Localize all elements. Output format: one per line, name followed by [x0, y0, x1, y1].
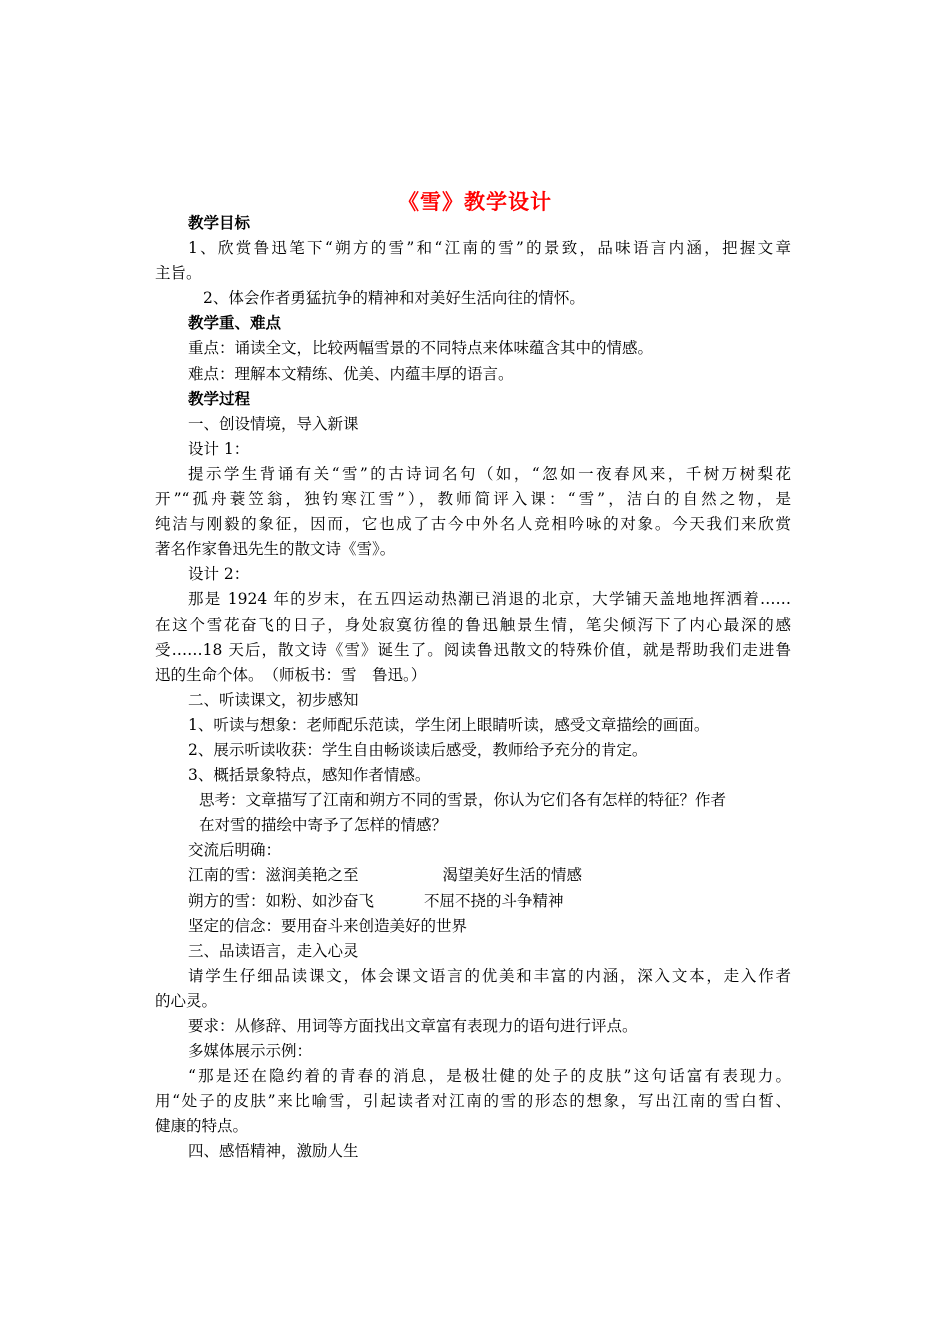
document-body: [155, 211, 791, 1165]
paragraph: 2、展示听读收获：学生自由畅谈读后感受，教师给予充分的肯定。: [188, 740, 648, 759]
paragraph: 重点：诵读全文，比较两幅雪景的不同特点来体味蕴含其中的情感。: [188, 339, 654, 358]
paragraph: 的心灵。: [155, 991, 218, 1010]
paragraph: 设计 1：: [188, 439, 250, 458]
paragraph: 那是 1924 年的岁末，在五四运动热潮已消退的北京，大学铺天盖地地挥洒着……: [188, 590, 791, 609]
document-title: 《雪》教学设计: [398, 190, 552, 214]
paragraph: 著名作家鲁迅先生的散文诗《雪》。: [155, 540, 396, 559]
paragraph: 提示学生背诵有关“雪”的古诗词名句（如，“忽如一夜春风来，千树万树梨花: [188, 464, 791, 483]
paragraph: 坚定的信念：要用奋斗来创造美好的世界: [188, 916, 468, 935]
paragraph: “那是还在隐约着的青春的消息，是极壮健的处子的皮肤”这句话富有表现力。: [188, 1067, 791, 1086]
comparison-row: [155, 863, 791, 888]
paragraph: 请学生仔细品读课文，体会课文语言的优美和丰富的内涵，深入文本，走入作者: [188, 966, 791, 985]
shuofang-snow-feature: 朔方的雪：如粉、如沙奋飞: [188, 891, 375, 910]
jiangnan-snow-emotion: 渴望美好生活的情感: [442, 866, 583, 885]
heading-goals: 教学目标: [188, 214, 251, 232]
section-heading: 二、听读课文，初步感知: [188, 690, 359, 709]
jiangnan-snow-feature: 江南的雪：滋润美艳之至: [188, 866, 359, 885]
paragraph: 1、欣赏鲁迅笔下“朔方的雪”和“江南的雪”的景致，品味语言内涵，把握文章: [188, 239, 791, 258]
paragraph: 用“处子的皮肤”来比喻雪，引起读者对江南的雪的形态的想象，写出江南的雪白皙、: [155, 1092, 791, 1111]
paragraph: 交流后明确：: [188, 841, 282, 860]
shuofang-snow-emotion: 不屈不挠的斗争精神: [424, 891, 564, 910]
paragraph: 在这个雪花奋飞的日子，身处寂寞彷徨的鲁迅触景生情，笔尖倾泻下了内心最深的感: [155, 615, 791, 634]
paragraph: 多媒体展示示例：: [188, 1042, 313, 1061]
paragraph: 主旨。: [155, 264, 202, 283]
paragraph: 2、体会作者勇猛抗争的精神和对美好生活向往的情怀。: [203, 289, 585, 308]
paragraph: 思考：文章描写了江南和朔方不同的雪景，你认为它们各有怎样的特征？作者: [199, 791, 727, 810]
paragraph: 迅的生命个体。 （师板书：雪 鲁迅。）: [155, 665, 427, 684]
section-heading: 四、感悟精神，激励人生: [188, 1142, 359, 1161]
section-heading: 三、品读语言，走入心灵: [188, 941, 359, 960]
paragraph: 在对雪的描绘中寄予了怎样的情感？: [199, 816, 448, 835]
paragraph: 纯洁与刚毅的象征，因而，它也成了古今中外名人竞相吟咏的对象。今天我们来欣赏: [155, 515, 791, 534]
paragraph: 要求：从修辞、用词等方面找出文章富有表现力的语句进行评点。: [188, 1017, 638, 1035]
paragraph: 1、听读与想象：老师配乐范读，学生闭上眼睛听读，感受文章描绘的画面。: [188, 715, 710, 734]
paragraph: 设计 2：: [188, 565, 250, 584]
paragraph: 开”“孤舟蓑笠翁，独钓寒江雪”），教师简评入课：“雪”，洁白的自然之物，是: [155, 490, 791, 509]
paragraph: 难点：理解本文精练、优美、内蕴丰厚的语言。: [188, 364, 514, 383]
paragraph: 3、概括景象特点，感知作者情感。: [188, 766, 431, 785]
heading-process: 教学过程: [188, 389, 251, 408]
comparison-row: [155, 889, 791, 914]
paragraph: 受……18 天后，散文诗《雪》诞生了。阅读鲁迅散文的特殊价值，就是帮助我们走进鲁: [155, 640, 791, 659]
paragraph: 健康的特点。: [155, 1117, 249, 1136]
heading-key-points: 教学重、难点: [188, 314, 282, 333]
section-heading: 一、创设情境，导入新课: [188, 414, 359, 433]
